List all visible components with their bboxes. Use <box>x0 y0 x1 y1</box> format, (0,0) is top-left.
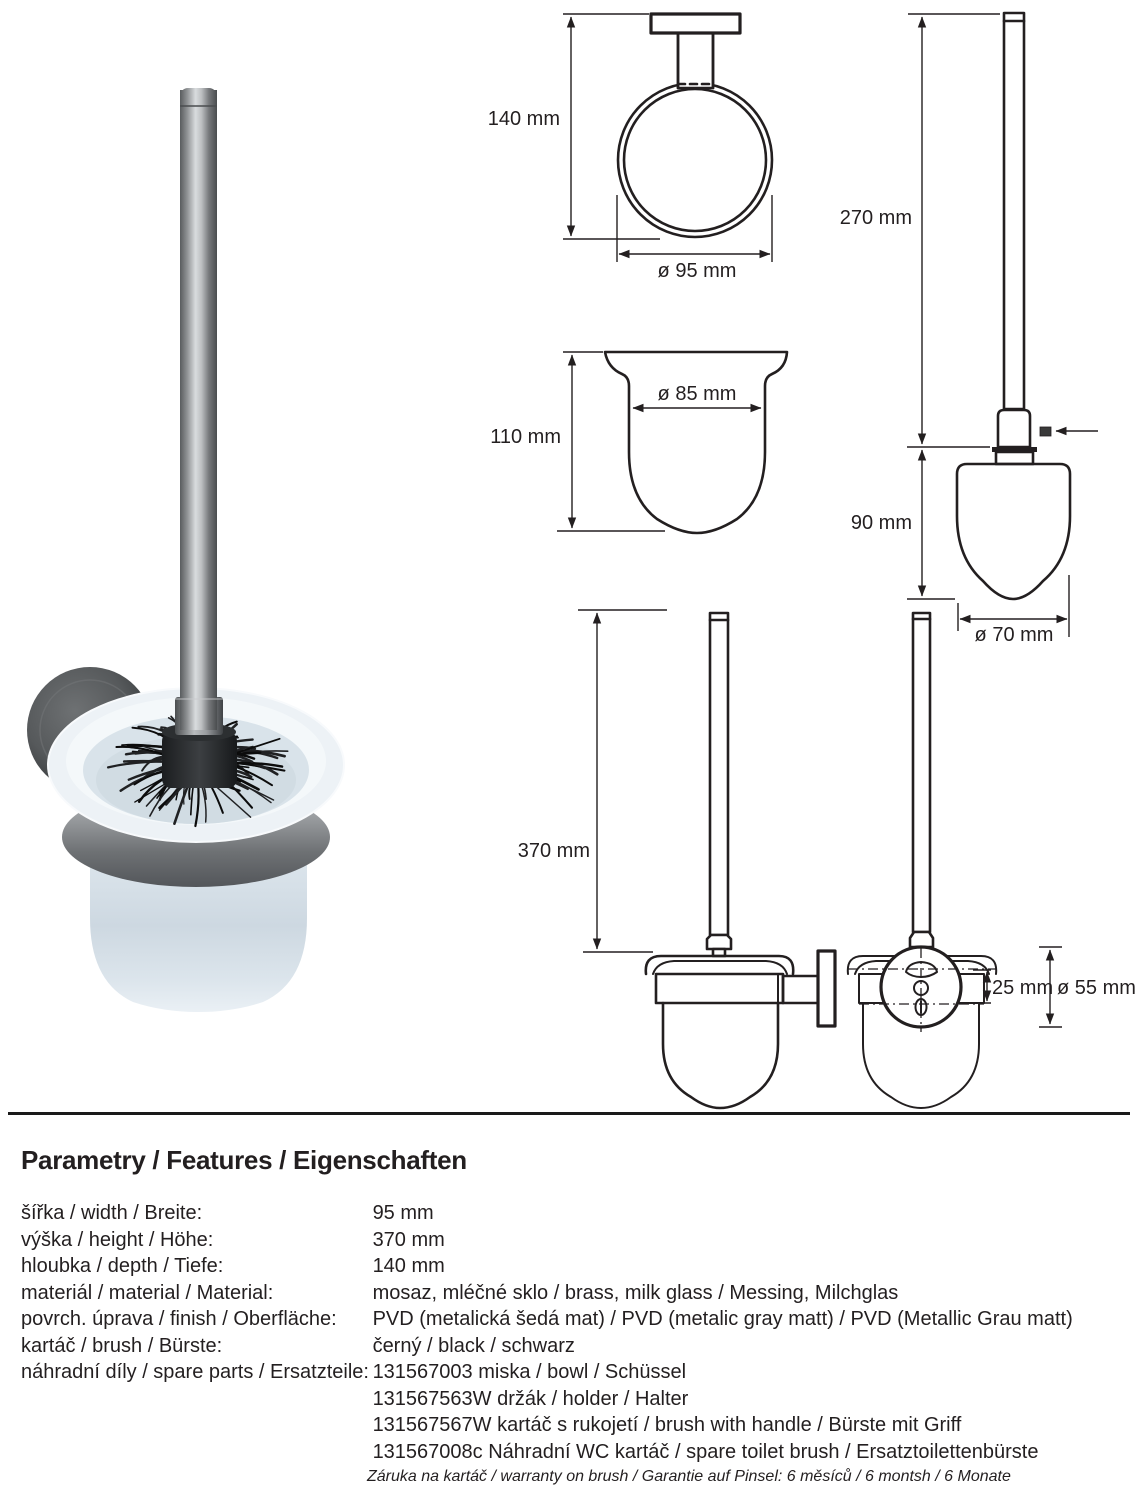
spec-row-spare-brush-handle <box>21 1412 1121 1439</box>
dim-370mm: 370 mm <box>517 840 590 862</box>
spec-value: 131567563W držák / holder / Halter <box>372 1387 689 1410</box>
spec-row-width <box>21 1200 1121 1227</box>
drawing-assembly-side <box>518 610 835 1108</box>
drawing-bowl <box>490 352 787 533</box>
spec-row-height <box>21 1227 1121 1254</box>
spec-row-depth <box>21 1253 1121 1280</box>
spec-value: mosaz, mléčné sklo / brass, milk glass / Messing, Milchglas <box>372 1281 899 1304</box>
dim-95mm: ø 95 mm <box>657 260 737 282</box>
dim-85mm: ø 85 mm <box>657 383 737 405</box>
dim-140mm: 140 mm <box>487 108 560 130</box>
spec-label: povrch. úprava / finish / Oberfläche: <box>21 1308 337 1330</box>
spec-row-finish <box>21 1306 1121 1333</box>
drawing-holder-top-view <box>488 14 772 282</box>
spec-row-spare-holder <box>21 1386 1121 1413</box>
spec-value: 131567567W kartáč s rukojetí / brush with handle / Bürste mit Griff <box>372 1414 962 1436</box>
spec-value: PVD (metalická šedá mat) / PVD (metalic gray matt) / PVD (Metallic Grau matt) <box>372 1308 1073 1330</box>
spec-label: náhradní díly / spare parts / Ersatzteile: <box>21 1361 369 1383</box>
spec-value: 131567008c Náhradní WC kartáč / spare toilet brush / Ersatztoilettenbürste <box>372 1440 1039 1463</box>
spec-value: 370 mm <box>372 1228 445 1251</box>
spec-row-spare-toilet-brush <box>21 1439 1121 1466</box>
spec-label: materiál / material / Material: <box>21 1281 274 1304</box>
spec-value: 131567003 miska / bowl / Schüssel <box>372 1361 687 1383</box>
detail-marker <box>1040 427 1051 436</box>
spec-label: kartáč / brush / Bürste: <box>21 1334 223 1357</box>
dim-55mm: ø 55 mm <box>1057 977 1136 999</box>
parameters-heading: Parametry / Features / Eigenschaften <box>21 1145 467 1175</box>
drawing-assembly-rear <box>848 613 1136 1108</box>
spec-label: hloubka / depth / Tiefe: <box>21 1255 224 1277</box>
spec-value: černý / black / schwarz <box>372 1334 575 1357</box>
dim-70mm: ø 70 mm <box>974 624 1054 646</box>
dim-90mm: 90 mm <box>850 512 912 534</box>
spec-value: 140 mm <box>372 1255 445 1277</box>
dim-110mm: 110 mm <box>490 426 561 448</box>
dim-270mm: 270 mm <box>839 207 912 229</box>
dim-25mm: 25 mm <box>992 977 1054 999</box>
section-divider <box>8 1112 1130 1115</box>
spec-label: šířka / width / Breite: <box>21 1202 203 1224</box>
spec-value: 95 mm <box>372 1202 434 1224</box>
parameters-table <box>21 1200 1121 1488</box>
parameters-section <box>21 1145 1121 1488</box>
spec-row-brush <box>21 1333 1121 1360</box>
warranty-note: Záruka na kartáč / warranty on brush / Garantie auf Pinsel: 6 měsíců / 6 montsh / 6 Monate <box>367 1468 1011 1485</box>
spec-row-material <box>21 1280 1121 1307</box>
drawing-brush <box>840 13 1098 646</box>
spec-label: výška / height / Höhe: <box>21 1228 214 1251</box>
spec-row-spare-parts <box>21 1359 1121 1386</box>
